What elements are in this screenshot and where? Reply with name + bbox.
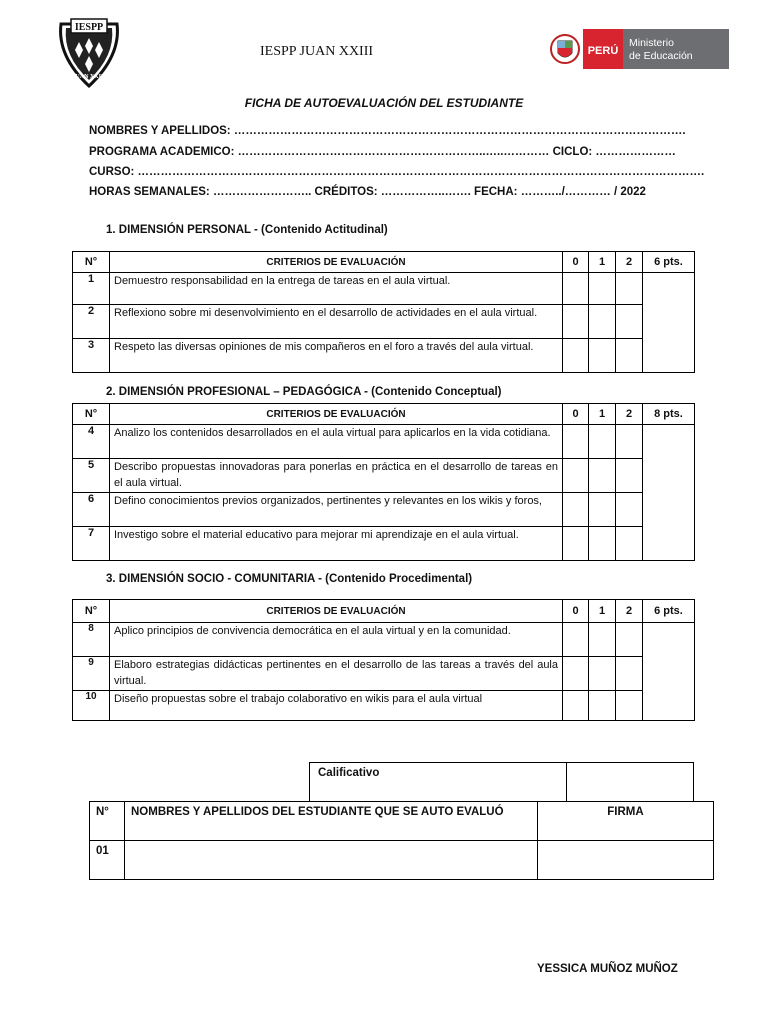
- header-score-2: 2: [616, 404, 643, 425]
- score-cell-2[interactable]: [616, 305, 643, 339]
- header-score-2: 2: [616, 252, 643, 273]
- score-cell-1[interactable]: [589, 459, 616, 493]
- score-cell-2[interactable]: [616, 459, 643, 493]
- author-signature: YESSICA MUÑOZ MUÑOZ: [537, 963, 678, 975]
- signature-header: FIRMA: [538, 802, 714, 841]
- header-n: N°: [73, 252, 110, 273]
- header-n: N°: [73, 600, 110, 623]
- score-cell-0[interactable]: [563, 527, 589, 561]
- row-number: 6: [73, 493, 110, 527]
- score-cell-1[interactable]: [589, 339, 616, 373]
- minedu-line2: de Educación: [629, 50, 693, 62]
- row-number: 10: [73, 691, 110, 721]
- table-row: [73, 493, 695, 527]
- score-cell-1[interactable]: [589, 691, 616, 721]
- score-cell-2[interactable]: [616, 425, 643, 459]
- section-title-socio-comunitaria: 3. DIMENSIÓN SOCIO - COMUNITARIA - (Contenido Procedimental): [106, 573, 473, 585]
- school-shield-logo: [53, 16, 125, 90]
- field-nombres: NOMBRES Y APELLIDOS: ……………………………………………………………………………………………………….: [89, 125, 686, 137]
- criterion-text: Reflexiono sobre mi desenvolvimiento en el desarrollo de actividades en el aula virtual.: [110, 305, 563, 339]
- field-horas-creditos-fecha: HORAS SEMANALES: …………………….. CRÉDITOS: ……………..……. FECHA: ………../………… / 2022: [89, 186, 646, 198]
- field-programa-ciclo: PROGRAMA ACADEMICO: ………………………………………………………..…..………… CICLO: …………………: [89, 146, 676, 158]
- criterion-text: Analizo los contenidos desarrollados en el aula virtual para aplicarlos en la vida cotidiana.: [110, 425, 563, 459]
- score-cell-1[interactable]: [589, 273, 616, 305]
- score-cell-0[interactable]: [563, 273, 589, 305]
- score-cell-1[interactable]: [589, 493, 616, 527]
- score-cell-1[interactable]: [589, 425, 616, 459]
- criterion-text: Diseño propuestas sobre el trabajo colaborativo en wikis para el aula virtual: [110, 691, 563, 721]
- header-criteria: CRITERIOS DE EVALUACIÓN: [110, 252, 563, 273]
- criterion-text: Demuestro responsabilidad en la entrega de tareas en el aula virtual.: [110, 273, 563, 305]
- minedu-peru-label: PERÚ: [587, 45, 619, 57]
- calificativo-value-cell[interactable]: [567, 763, 694, 802]
- header-points: 6 pts.: [643, 600, 695, 623]
- student-row-number: 01: [90, 841, 125, 880]
- section-title-personal: 1. DIMENSIÓN PERSONAL - (Contenido Actitudinal): [106, 224, 388, 236]
- table-row: [73, 339, 695, 373]
- peru-coat-of-arms-icon: [551, 35, 579, 63]
- header-criteria: CRITERIOS DE EVALUACIÓN: [110, 404, 563, 425]
- student-table: [89, 801, 714, 880]
- score-cell-0[interactable]: [563, 657, 589, 691]
- table-row: [73, 623, 695, 657]
- points-total-cell[interactable]: [643, 425, 695, 561]
- table-row: [73, 657, 695, 691]
- school-logo-text: IESPP: [74, 22, 104, 33]
- score-cell-1[interactable]: [589, 305, 616, 339]
- score-cell-1[interactable]: [589, 623, 616, 657]
- evaluation-table-profesional: [72, 403, 695, 561]
- row-number: 2: [73, 305, 110, 339]
- row-number: 8: [73, 623, 110, 657]
- row-number: 7: [73, 527, 110, 561]
- criterion-text: Describo propuestas innovadoras para ponerlas en práctica en el desarrollo de tareas en el aula virtual.: [110, 459, 563, 493]
- score-cell-1[interactable]: [589, 527, 616, 561]
- criterion-text: Aplico principios de convivencia democrática en el aula virtual y en la comunidad.: [110, 623, 563, 657]
- header-points: 6 pts.: [643, 252, 695, 273]
- document-title: FICHA DE AUTOEVALUACIÓN DEL ESTUDIANTE: [244, 96, 524, 110]
- score-cell-2[interactable]: [616, 623, 643, 657]
- signature-cell[interactable]: [538, 841, 714, 880]
- score-cell-0[interactable]: [563, 305, 589, 339]
- table-header-row: [73, 252, 695, 273]
- score-cell-2[interactable]: [616, 691, 643, 721]
- table-row: [73, 273, 695, 305]
- header-score-0: 0: [563, 600, 589, 623]
- school-logo-motto: JUAN XXIII: [72, 74, 106, 80]
- header-score-1: 1: [589, 600, 616, 623]
- student-name-cell[interactable]: [125, 841, 538, 880]
- student-n-header: N°: [90, 802, 125, 841]
- score-cell-2[interactable]: [616, 657, 643, 691]
- table-row: [73, 305, 695, 339]
- header-score-0: 0: [563, 252, 589, 273]
- criterion-text: Elaboro estrategias didácticas pertinentes en el desarrollo de las tareas a través del aula virtual.: [110, 657, 563, 691]
- table-row: [73, 691, 695, 721]
- score-cell-2[interactable]: [616, 273, 643, 305]
- section-title-profesional: 2. DIMENSIÓN PROFESIONAL – PEDAGÓGICA - (Contenido Conceptual): [106, 386, 502, 398]
- row-number: 1: [73, 273, 110, 305]
- minedu-logo: [549, 29, 729, 69]
- score-cell-2[interactable]: [616, 527, 643, 561]
- criterion-text: Investigo sobre el material educativo para mejorar mi aprendizaje en el aula virtual.: [110, 527, 563, 561]
- score-cell-0[interactable]: [563, 459, 589, 493]
- header-n: N°: [73, 404, 110, 425]
- score-cell-0[interactable]: [563, 691, 589, 721]
- score-cell-0[interactable]: [563, 623, 589, 657]
- calificativo-box: [309, 762, 694, 802]
- table-row: [90, 841, 714, 880]
- table-row: [73, 425, 695, 459]
- table-header-row: [73, 600, 695, 623]
- score-cell-0[interactable]: [563, 339, 589, 373]
- score-cell-2[interactable]: [616, 339, 643, 373]
- table-header-row: [73, 404, 695, 425]
- points-total-cell[interactable]: [643, 623, 695, 721]
- field-curso: CURSO: ………………………………………………………………………………………………………………………………….: [89, 166, 705, 178]
- evaluation-table-socio-comunitaria: [72, 599, 695, 721]
- row-number: 3: [73, 339, 110, 373]
- criterion-text: Defino conocimientos previos organizados, pertinentes y relevantes en los wikis y foros,: [110, 493, 563, 527]
- calificativo-label: Calificativo: [310, 763, 567, 802]
- header-score-2: 2: [616, 600, 643, 623]
- score-cell-1[interactable]: [589, 657, 616, 691]
- score-cell-0[interactable]: [563, 425, 589, 459]
- header-score-1: 1: [589, 252, 616, 273]
- score-cell-2[interactable]: [616, 493, 643, 527]
- row-number: 4: [73, 425, 110, 459]
- row-number: 5: [73, 459, 110, 493]
- score-cell-0[interactable]: [563, 493, 589, 527]
- header-points: 8 pts.: [643, 404, 695, 425]
- header-score-0: 0: [563, 404, 589, 425]
- header-score-1: 1: [589, 404, 616, 425]
- table-row: [73, 527, 695, 561]
- points-total-cell[interactable]: [643, 273, 695, 373]
- student-name-header: NOMBRES Y APELLIDOS DEL ESTUDIANTE QUE SE AUTO EVALUÓ: [125, 802, 538, 841]
- header-criteria: CRITERIOS DE EVALUACIÓN: [110, 600, 563, 623]
- table-row: [73, 459, 695, 493]
- minedu-line1: Ministerio: [629, 37, 674, 49]
- evaluation-table-personal: [72, 251, 695, 373]
- criterion-text: Respeto las diversas opiniones de mis compañeros en el foro a través del aula virtual.: [110, 339, 563, 373]
- institution-name: IESPP JUAN XXIII: [260, 44, 374, 59]
- table-header-row: [90, 802, 714, 841]
- row-number: 9: [73, 657, 110, 691]
